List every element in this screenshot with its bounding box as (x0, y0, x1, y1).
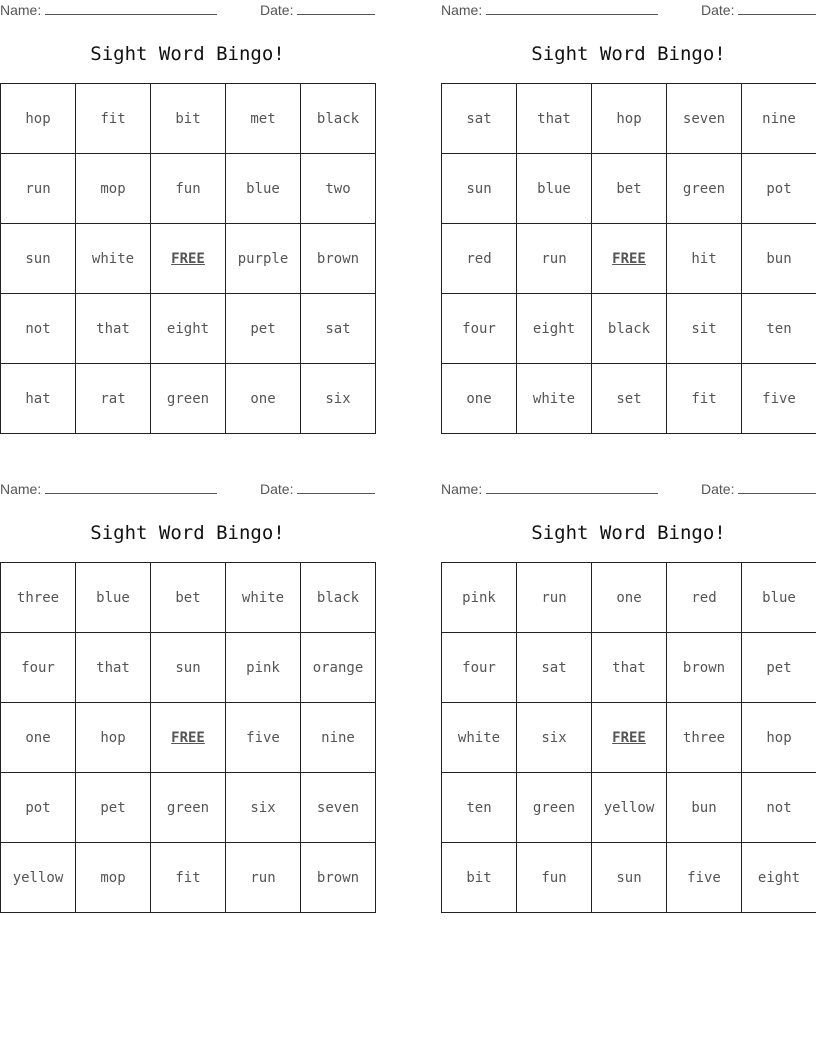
grid-row (442, 703, 816, 773)
name-blank[interactable] (45, 2, 217, 15)
name-blank[interactable] (45, 481, 217, 494)
grid-cell: bit (442, 843, 517, 913)
grid-cell: pink (226, 633, 301, 703)
bingo-grid (0, 562, 376, 913)
grid-cell: brown (301, 843, 376, 913)
grid-cell: yellow (1, 843, 76, 913)
grid-cell: that (592, 633, 667, 703)
date-label: Date: (260, 481, 294, 497)
date-line (260, 2, 375, 18)
grid-row (442, 633, 816, 703)
grid-cell: fun (151, 154, 226, 224)
grid-row (442, 364, 816, 434)
grid-cell: blue (76, 563, 151, 633)
grid-cell: red (667, 563, 742, 633)
card-title: Sight Word Bingo! (531, 522, 726, 544)
grid-cell: purple (226, 224, 301, 294)
grid-cell: brown (667, 633, 742, 703)
grid-cell: four (442, 294, 517, 364)
grid-row (1, 154, 376, 224)
grid-cell: brown (301, 224, 376, 294)
bingo-card-4 (441, 479, 816, 919)
grid-row (1, 224, 376, 294)
grid-cell: fun (517, 843, 592, 913)
grid-cell: white (517, 364, 592, 434)
grid-cell: fit (667, 364, 742, 434)
grid-cell: ten (742, 294, 816, 364)
grid-cell: one (442, 364, 517, 434)
grid-cell: three (1, 563, 76, 633)
grid-cell: mop (76, 843, 151, 913)
grid-cell: sun (1, 224, 76, 294)
grid-cell: one (226, 364, 301, 434)
grid-cell: hop (592, 84, 667, 154)
grid-cell: sun (592, 843, 667, 913)
grid-cell: five (667, 843, 742, 913)
grid-cell: hit (667, 224, 742, 294)
grid-cell: hat (1, 364, 76, 434)
grid-cell: met (226, 84, 301, 154)
card-title: Sight Word Bingo! (90, 522, 285, 544)
grid-cell: pet (742, 633, 816, 703)
date-blank[interactable] (297, 2, 375, 15)
grid-cell: black (301, 84, 376, 154)
card-header (441, 481, 816, 499)
name-blank[interactable] (486, 481, 658, 494)
name-label: Name: (0, 481, 42, 497)
grid-cell: that (76, 294, 151, 364)
grid-row (442, 773, 816, 843)
grid-cell: pot (1, 773, 76, 843)
grid-cell: sat (301, 294, 376, 364)
grid-cell: green (151, 773, 226, 843)
card-title: Sight Word Bingo! (531, 43, 726, 65)
date-blank[interactable] (297, 481, 375, 494)
grid-row (1, 773, 376, 843)
grid-cell: not (742, 773, 816, 843)
name-line (0, 481, 217, 497)
grid-cell: white (442, 703, 517, 773)
grid-cell: one (592, 563, 667, 633)
card-title: Sight Word Bingo! (90, 43, 285, 65)
grid-cell: hop (1, 84, 76, 154)
date-line (701, 2, 816, 18)
grid-row (442, 563, 816, 633)
bingo-grid (441, 83, 816, 434)
free-space-cell: FREE (151, 224, 226, 294)
grid-cell: four (442, 633, 517, 703)
grid-cell: green (151, 364, 226, 434)
grid-cell: not (1, 294, 76, 364)
card-header (0, 2, 375, 20)
grid-row (1, 364, 376, 434)
card-header (0, 481, 375, 499)
name-blank[interactable] (486, 2, 658, 15)
grid-cell: eight (517, 294, 592, 364)
grid-cell: nine (742, 84, 816, 154)
grid-cell: seven (667, 84, 742, 154)
grid-cell: black (592, 294, 667, 364)
grid-cell: yellow (592, 773, 667, 843)
grid-cell: pet (76, 773, 151, 843)
grid-cell: red (442, 224, 517, 294)
grid-cell: run (517, 563, 592, 633)
grid-row (442, 843, 816, 913)
grid-cell: that (517, 84, 592, 154)
grid-cell: bit (151, 84, 226, 154)
free-space-cell: FREE (592, 703, 667, 773)
grid-cell: that (76, 633, 151, 703)
grid-cell: hop (742, 703, 816, 773)
grid-cell: eight (151, 294, 226, 364)
grid-row (1, 633, 376, 703)
date-label: Date: (701, 481, 735, 497)
grid-cell: bet (592, 154, 667, 224)
name-label: Name: (441, 481, 483, 497)
grid-cell: white (226, 563, 301, 633)
date-blank[interactable] (738, 2, 816, 15)
grid-cell: sit (667, 294, 742, 364)
grid-cell: bun (667, 773, 742, 843)
grid-cell: six (517, 703, 592, 773)
bingo-card-3 (0, 479, 375, 919)
free-space-cell: FREE (592, 224, 667, 294)
free-space-cell: FREE (151, 703, 226, 773)
grid-cell: four (1, 633, 76, 703)
grid-cell: three (667, 703, 742, 773)
grid-cell: six (301, 364, 376, 434)
grid-cell: blue (742, 563, 816, 633)
card-header (441, 2, 816, 20)
bingo-card-1 (0, 0, 375, 440)
date-blank[interactable] (738, 481, 816, 494)
grid-cell: green (517, 773, 592, 843)
grid-row (442, 84, 816, 154)
grid-cell: two (301, 154, 376, 224)
grid-cell: six (226, 773, 301, 843)
grid-cell: blue (517, 154, 592, 224)
date-line (260, 481, 375, 497)
grid-cell: bun (742, 224, 816, 294)
grid-cell: orange (301, 633, 376, 703)
grid-cell: blue (226, 154, 301, 224)
grid-row (1, 843, 376, 913)
grid-cell: pot (742, 154, 816, 224)
grid-cell: run (1, 154, 76, 224)
bingo-grid (441, 562, 816, 913)
grid-cell: rat (76, 364, 151, 434)
name-line (0, 2, 217, 18)
grid-row (1, 294, 376, 364)
grid-row (1, 84, 376, 154)
grid-cell: fit (151, 843, 226, 913)
grid-cell: ten (442, 773, 517, 843)
grid-cell: one (1, 703, 76, 773)
grid-cell: eight (742, 843, 816, 913)
grid-cell: green (667, 154, 742, 224)
grid-cell: nine (301, 703, 376, 773)
name-line (441, 2, 658, 18)
grid-cell: bet (151, 563, 226, 633)
grid-cell: sat (442, 84, 517, 154)
grid-cell: pink (442, 563, 517, 633)
name-label: Name: (441, 2, 483, 18)
grid-cell: sun (442, 154, 517, 224)
name-line (441, 481, 658, 497)
grid-cell: mop (76, 154, 151, 224)
date-label: Date: (260, 2, 294, 18)
grid-cell: hop (76, 703, 151, 773)
grid-row (442, 294, 816, 364)
date-line (701, 481, 816, 497)
grid-cell: five (226, 703, 301, 773)
grid-cell: run (517, 224, 592, 294)
grid-cell: five (742, 364, 816, 434)
grid-cell: seven (301, 773, 376, 843)
grid-cell: white (76, 224, 151, 294)
date-label: Date: (701, 2, 735, 18)
grid-cell: sat (517, 633, 592, 703)
grid-cell: pet (226, 294, 301, 364)
grid-cell: sun (151, 633, 226, 703)
grid-row (1, 563, 376, 633)
grid-cell: fit (76, 84, 151, 154)
grid-cell: black (301, 563, 376, 633)
grid-cell: run (226, 843, 301, 913)
grid-row (1, 703, 376, 773)
name-label: Name: (0, 2, 42, 18)
bingo-grid (0, 83, 376, 434)
grid-cell: set (592, 364, 667, 434)
bingo-card-2 (441, 0, 816, 440)
grid-row (442, 224, 816, 294)
grid-row (442, 154, 816, 224)
